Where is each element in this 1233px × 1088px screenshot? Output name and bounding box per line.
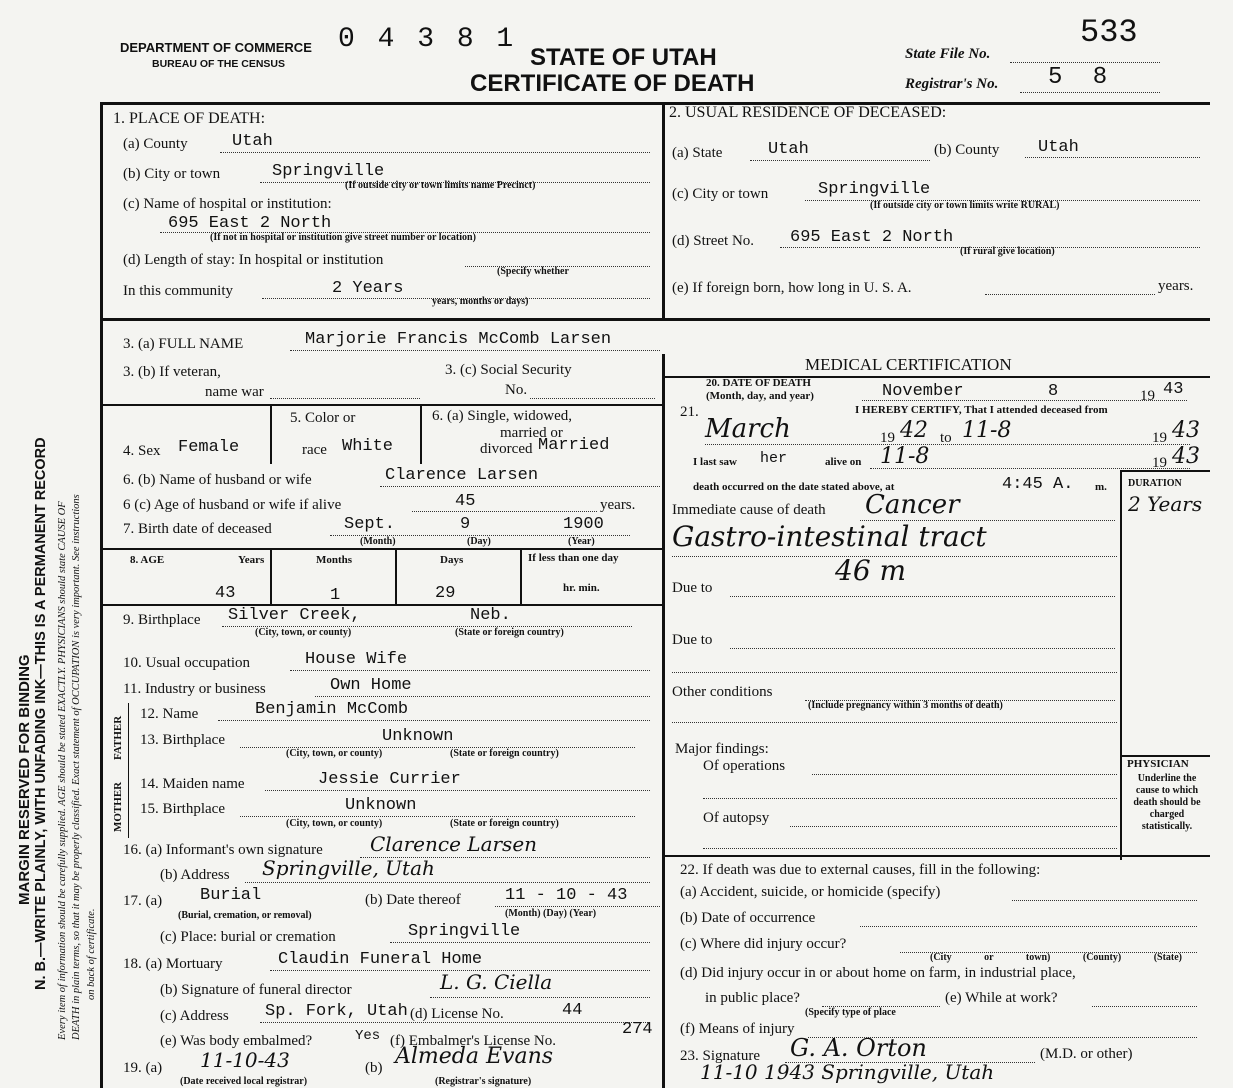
alive-year-value: 43 [1172, 444, 1200, 469]
ext-public-label: in public place? [705, 990, 800, 1006]
age-months-header: Months [316, 554, 353, 566]
cause-line-2: Gastro-intestinal tract [672, 520, 987, 553]
ext-means-label: (f) Means of injury [680, 1021, 795, 1037]
state-file-label: State File No. [905, 46, 991, 62]
death-occurred-label: death occurred on the date stated above, at [693, 481, 895, 493]
ext-specify-note: (Specify type of place [805, 1007, 896, 1018]
industry-value: Own Home [330, 676, 412, 695]
city-note: (If outside city or town limits name Precinct) [345, 180, 536, 191]
physician-signature-label: 23. Signature [680, 1048, 760, 1064]
birth-year-value: 1900 [563, 515, 604, 534]
industry-label: 11. Industry or business [123, 681, 266, 697]
stay-label: (d) Length of stay: In hospital or institution [123, 252, 384, 268]
operations-label: Of operations [703, 758, 786, 774]
bottom-handwritten: 11-10 1943 Springville, Utah [700, 1060, 995, 1084]
place-burial-label: (c) Place: burial or cremation [160, 929, 336, 945]
death-county-value: Utah [232, 132, 273, 151]
registrar-number: 5 8 [1048, 64, 1116, 91]
director-label: (b) Signature of funeral director [160, 982, 352, 998]
license-value: 44 [562, 1001, 583, 1020]
father-name-value: Benjamin McComb [255, 700, 409, 719]
informant-address-value: Springville, Utah [262, 856, 435, 880]
margin-instructions-2: DEATH in plain terms, so that it may be properly classified. Exact statement of OCCUPATION is very important. See instructions [71, 494, 82, 1040]
due-to-1-label: Due to [672, 580, 713, 596]
medical-cert-title: MEDICAL CERTIFICATION [805, 355, 1012, 374]
res-state-label: (a) State [672, 145, 723, 161]
death-time-suffix: m. [1095, 481, 1107, 493]
embalmer-label: (f) Embalmer's License No. [390, 1033, 556, 1049]
mortuary-label: 18. (a) Mortuary [123, 956, 223, 972]
alive-year-prefix: 19 [1152, 455, 1167, 471]
father-state-note: (State or foreign country) [450, 748, 559, 759]
residence-title: 2. USUAL RESIDENCE OF DECEASED: [669, 104, 947, 121]
occupation-label: 10. Usual occupation [123, 655, 251, 671]
full-name-value: Marjorie Francis McComb Larsen [305, 330, 612, 349]
state-title: STATE OF UTAH [530, 44, 717, 71]
received-label: 19. (a) [123, 1060, 163, 1076]
director-signature: L. G. Ciella [440, 970, 553, 994]
res-street-value: 695 East 2 North [790, 228, 954, 247]
father-birthplace-label: 13. Birthplace [140, 732, 225, 748]
physician-header: PHYSICIAN [1127, 758, 1189, 770]
birth-month-note: (Month) [360, 536, 396, 547]
res-city-label: (c) City or town [672, 186, 769, 202]
date-thereof-value: 11 - 10 - 43 [505, 886, 628, 905]
race-label: race [302, 442, 327, 458]
attended-to-year: 43 [1172, 418, 1200, 443]
received-note: (Date received local registrar) [180, 1076, 308, 1087]
registrar-signature-note: (Registrar's signature) [435, 1076, 532, 1087]
spouse-value: Clarence Larsen [385, 466, 539, 485]
mother-state-note: (State or foreign country) [450, 818, 559, 829]
ext-home-label: (d) Did injury occur in or about home on farm, in industrial place, [680, 965, 1076, 981]
other-conditions-label: Other conditions [672, 684, 773, 700]
date-thereof-note: (Month) (Day) (Year) [505, 908, 597, 919]
marital-sub2: divorced [480, 441, 533, 457]
birth-day-note: (Day) [467, 536, 491, 547]
certificate-title: CERTIFICATE OF DEATH [470, 70, 755, 97]
serial-number: 0 4 3 8 1 [338, 24, 517, 55]
margin-instructions-3: on back of certificate. [86, 908, 97, 1000]
dept-label: DEPARTMENT OF COMMERCE [120, 40, 312, 55]
spouse-age-value: 45 [455, 492, 476, 511]
ext-date-label: (b) Date of occurrence [680, 910, 816, 926]
ssn-label: 3. (c) Social Security [445, 362, 572, 378]
duration-value: 2 Years [1128, 492, 1203, 516]
md-label: (M.D. or other) [1040, 1046, 1133, 1062]
spouse-label: 6. (b) Name of husband or wife [123, 472, 312, 488]
attended-to-value: 11-8 [962, 418, 1012, 443]
hospital-note: (If not in hospital or institution give street number or location) [210, 232, 476, 243]
date-of-death-label: 20. DATE OF DEATH [706, 377, 811, 389]
death-city-value: Springville [272, 162, 385, 181]
sex-value: Female [178, 438, 240, 457]
ext-where-label: (c) Where did injury occur? [680, 936, 847, 952]
age-less-header: If less than one day [528, 552, 619, 564]
spouse-age-label: 6 (c) Age of husband or wife if alive [123, 497, 342, 513]
mother-side-label: MOTHER [112, 781, 124, 832]
birthdate-label: 7. Birth date of deceased [123, 521, 272, 537]
ext-where-note: (City or town) (County) (State) [930, 952, 1183, 963]
margin-notice-text: N. B.—WRITE PLAINLY, WITH UNFADING INK—THIS IS A PERMANENT RECORD [33, 437, 49, 990]
death-year-value: 43 [1163, 380, 1184, 399]
death-time-value: 4:45 A. [1002, 475, 1074, 494]
age-days-header: Days [440, 554, 464, 566]
hospital-label: (c) Name of hospital or institution: [123, 196, 332, 212]
margin-binding-text: MARGIN RESERVED FOR BINDING [16, 654, 33, 905]
autopsy-label: Of autopsy [703, 810, 770, 826]
birthplace-label: 9. Birthplace [123, 612, 201, 628]
registrar-signature: Almeda Evans [395, 1044, 554, 1069]
county-label: (a) County [123, 136, 188, 152]
death-month-value: November [882, 382, 964, 401]
burial-note: (Burial, cremation, or removal) [178, 910, 312, 921]
mother-birthplace-value: Unknown [345, 796, 417, 815]
race-value: White [342, 437, 394, 456]
received-date-value: 11-10-43 [200, 1048, 290, 1072]
state-file-number: 533 [1080, 14, 1138, 51]
birthplace-state-note: (State or foreign country) [455, 627, 564, 638]
city-label: (b) City or town [123, 166, 221, 182]
license-label: (d) License No. [410, 1006, 504, 1022]
bureau-label: BUREAU OF THE CENSUS [152, 58, 286, 70]
age-label: 8. AGE [130, 554, 165, 566]
community-note: years, months or days) [432, 296, 529, 307]
hospital-value: 695 East 2 North [168, 214, 332, 233]
res-foreign-suffix: years. [1158, 278, 1194, 294]
date-of-death-sub: (Month, day, and year) [706, 390, 814, 402]
immediate-cause-value: Cancer [865, 490, 960, 520]
attended-to-label: to [940, 430, 952, 446]
birth-month-value: Sept. [344, 515, 396, 534]
father-name-label: 12. Name [140, 706, 199, 722]
mother-maiden-label: 14. Maiden name [140, 776, 245, 792]
birth-day-value: 9 [460, 515, 471, 534]
registrar-label: Registrar's No. [905, 76, 999, 92]
father-side-label: FATHER [112, 715, 124, 760]
community-value: 2 Years [332, 279, 404, 298]
birth-year-note: (Year) [568, 536, 595, 547]
death-year-prefix: 19 [1140, 388, 1155, 404]
age-hr-min: hr. min. [563, 582, 600, 594]
father-birthplace-value: Unknown [382, 727, 454, 746]
external-causes-title: 22. If death was due to external causes, fill in the following: [680, 862, 1041, 878]
last-saw-pronoun: her [760, 450, 788, 467]
informant-signature: Clarence Larsen [370, 832, 538, 856]
full-name-label: 3. (a) FULL NAME [123, 336, 244, 352]
registrar-signature-label: (b) [365, 1060, 383, 1076]
res-street-note: (If rural give location) [960, 246, 1055, 257]
alive-on-label: alive on [825, 456, 862, 468]
immediate-cause-label: Immediate cause of death [672, 502, 826, 518]
age-years-header: Years [238, 554, 265, 566]
attended-from-value: March [705, 414, 791, 444]
burial-value: Burial [200, 886, 262, 905]
physician-note: Underline the cause to which death should be charged statistically. [1133, 773, 1201, 832]
fd-address-value: Sp. Fork, Utah [265, 1002, 408, 1021]
marital-label: 6. (a) Single, widowed, [432, 408, 572, 424]
embalmed-value: Yes [355, 1028, 381, 1044]
res-street-label: (d) Street No. [672, 233, 755, 249]
res-city-note: (If outside city or town limits write RURAL) [870, 200, 1060, 211]
mother-city-note: (City, town, or county) [286, 818, 383, 829]
from-year-prefix: 19 [880, 430, 895, 446]
burial-label: 17. (a) [123, 893, 163, 909]
other-conditions-note: (Include pregnancy within 3 months of death) [808, 700, 1003, 711]
father-city-note: (City, town, or county) [286, 748, 383, 759]
res-foreign-label: (e) If foreign born, how long in U. S. A. [672, 280, 912, 296]
birthplace-city-value: Silver Creek, [228, 606, 361, 625]
ext-work-label: (e) While at work? [945, 990, 1058, 1006]
duration-header: DURATION [1128, 478, 1182, 489]
major-findings-label: Major findings: [675, 741, 769, 757]
fd-address-label: (c) Address [160, 1008, 229, 1024]
due-to-2-label: Due to [672, 632, 713, 648]
place-of-death-title: 1. PLACE OF DEATH: [113, 110, 266, 127]
ssn-sub: No. [505, 382, 528, 398]
informant-label: 16. (a) Informant's own signature [123, 842, 323, 858]
ext-accident-label: (a) Accident, suicide, or homicide (specify) [680, 884, 941, 900]
to-year-prefix: 19 [1152, 430, 1167, 446]
physician-signature: G. A. Orton [790, 1034, 927, 1062]
embalmer-value: 274 [622, 1020, 653, 1039]
res-county-value: Utah [1038, 138, 1079, 157]
marital-sub1: married or [500, 425, 563, 441]
res-city-value: Springville [818, 180, 931, 199]
community-label: In this community [123, 283, 233, 299]
color-label: 5. Color or [290, 410, 356, 426]
certify-number: 21. [680, 404, 699, 420]
last-saw-label: I last saw [693, 456, 738, 468]
specify-note: (Specify whether [497, 266, 569, 277]
age-years-value: 43 [215, 584, 236, 603]
margin-instructions-1: Every item of information should be carefully supplied. AGE should be stated EXACTLY. PHYSICIANS should state CAUSE OF [57, 501, 68, 1040]
res-state-value: Utah [768, 140, 809, 159]
cause-code: 46 m [835, 554, 907, 587]
place-burial-value: Springville [408, 922, 521, 941]
occupation-value: House Wife [305, 650, 408, 669]
death-day-value: 8 [1048, 382, 1059, 401]
embalmed-label: (e) Was body embalmed? [160, 1033, 313, 1049]
veteran-sub: name war [205, 384, 264, 400]
birthplace-state-value: Neb. [470, 606, 511, 625]
birthplace-city-note: (City, town, or county) [255, 627, 352, 638]
spouse-age-years: years. [600, 497, 636, 513]
veteran-label: 3. (b) If veteran, [123, 364, 221, 380]
mother-maiden-value: Jessie Currier [318, 770, 461, 789]
sex-label: 4. Sex [123, 443, 161, 459]
res-county-label: (b) County [934, 142, 1000, 158]
marital-value: Married [538, 436, 610, 455]
mortuary-value: Claudin Funeral Home [278, 950, 483, 969]
informant-address-label: (b) Address [160, 867, 230, 883]
alive-on-value: 11-8 [880, 444, 930, 469]
certify-text: I HEREBY CERTIFY, That I attended deceased from [855, 404, 1108, 416]
mother-birthplace-label: 15. Birthplace [140, 801, 225, 817]
date-thereof-label: (b) Date thereof [365, 892, 461, 908]
attended-from-year: 42 [900, 418, 928, 443]
age-days-value: 29 [435, 584, 456, 603]
age-months-value: 1 [330, 586, 341, 605]
